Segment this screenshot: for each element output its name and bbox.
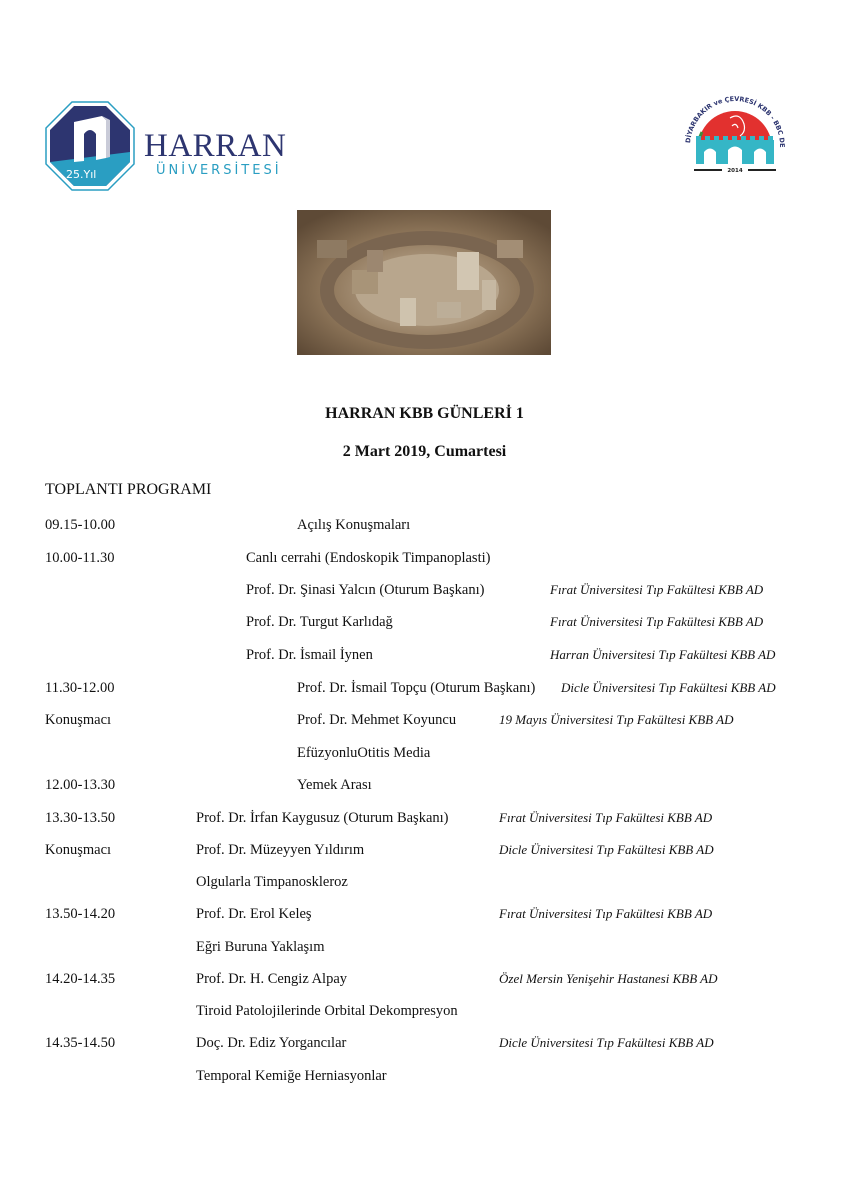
schedule-row [0, 710, 849, 732]
schedule-row [0, 872, 849, 894]
schedule-item: Prof. Dr. İsmail İynen [246, 647, 373, 663]
schedule-topic: Tiroid Patolojilerinde Orbital Dekompresyon [196, 1003, 458, 1019]
schedule-item: Prof. Dr. Turgut Karlıdağ [246, 614, 393, 630]
event-date: 2 Mart 2019, Cumartesi [342, 443, 507, 460]
schedule-row [0, 969, 849, 991]
schedule-institution: Özel Mersin Yenişehir Hastanesi KBB AD [499, 971, 718, 986]
schedule-item: Prof. Dr. İrfan Kaygusuz (Oturum Başkanı) [196, 810, 449, 826]
schedule-row [0, 580, 849, 602]
schedule-institution: Dicle Üniversitesi Tıp Fakültesi KBB AD [499, 842, 714, 857]
schedule-row [0, 548, 849, 570]
schedule-institution: Dicle Üniversitesi Tıp Fakültesi KBB AD [561, 680, 776, 695]
schedule-topic: EfüzyonluOtitis Media [297, 745, 431, 761]
schedule-time: 09.15-10.00 [45, 517, 116, 533]
harran-logo-subtitle: ÜNİVERSİTESİ [156, 163, 282, 178]
schedule-row [0, 515, 849, 537]
schedule-time: 14.35-14.50 [45, 1035, 116, 1051]
schedule-item: Canlı cerrahi (Endoskopik Timpanoplasti) [246, 550, 491, 566]
goebeklitepe-photo [297, 210, 551, 355]
schedule-item: Prof. Dr. İsmail Topçu (Oturum Başkanı) [297, 680, 536, 696]
schedule-row [0, 840, 849, 862]
schedule-institution: Fırat Üniversitesi Tıp Fakültesi KBB AD [499, 810, 713, 825]
schedule-institution: Fırat Üniversitesi Tıp Fakültesi KBB AD [550, 582, 764, 597]
anniversary-badge: 25.Yıl [66, 168, 97, 181]
schedule-item: Prof. Dr. Erol Keleş [196, 906, 312, 922]
schedule-institution: Fırat Üniversitesi Tıp Fakültesi KBB AD [550, 614, 764, 629]
schedule-item: Prof. Dr. Müzeyyen Yıldırım [196, 842, 365, 858]
schedule-item: Doç. Dr. Ediz Yorgancılar [196, 1035, 347, 1051]
schedule-topic: Temporal Kemiğe Herniasyonlar [196, 1068, 387, 1084]
schedule-time: 13.30-13.50 [45, 810, 116, 826]
schedule-time: 14.20-14.35 [45, 971, 116, 987]
program-heading: TOPLANTI PROGRAMI [45, 481, 212, 498]
archaeological-site-image-icon [297, 210, 551, 355]
schedule-row [0, 904, 849, 926]
schedule-row [0, 1033, 849, 1055]
schedule-row [0, 743, 849, 765]
schedule-topic: Eğri Buruna Yaklaşım [196, 939, 325, 955]
schedule-row [0, 645, 849, 667]
association-year: 2014 [727, 168, 743, 174]
schedule-row [0, 612, 849, 634]
schedule-row [0, 678, 849, 700]
schedule-role: Konuşmacı [45, 712, 112, 728]
event-title: HARRAN KBB GÜNLERİ 1 [325, 405, 524, 422]
schedule-institution: 19 Mayıs Üniversitesi Tıp Fakültesi KBB AD [499, 712, 734, 727]
schedule-topic: Olgularla Timpanoskleroz [196, 874, 348, 890]
schedule-time: 11.30-12.00 [45, 680, 115, 696]
association-emblem-icon [680, 88, 790, 176]
schedule-role: Konuşmacı [45, 842, 112, 858]
schedule-item: Yemek Arası [297, 777, 372, 793]
schedule-row [0, 937, 849, 959]
schedule-time: 10.00-11.30 [45, 550, 115, 566]
schedule-item: Prof. Dr. Şinasi Yalcın (Oturum Başkanı) [246, 582, 485, 598]
schedule-institution: Harran Üniversitesi Tıp Fakültesi KBB AD [550, 647, 776, 662]
schedule-item: Prof. Dr. H. Cengiz Alpay [196, 971, 348, 987]
schedule-row [0, 808, 849, 830]
schedule-row [0, 1001, 849, 1023]
association-arc-text: DİYARBAKIR ve ÇEVRESİ KBB - BBC DE [684, 94, 787, 148]
schedule-time: 12.00-13.30 [45, 777, 116, 793]
harran-logo-name: HARRAN [144, 128, 287, 164]
schedule-time: 13.50-14.20 [45, 906, 116, 922]
schedule-row [0, 1066, 849, 1088]
schedule-item: Açılış Konuşmaları [297, 517, 411, 533]
schedule-item: Prof. Dr. Mehmet Koyuncu [297, 712, 457, 728]
harran-university-logo [44, 100, 289, 192]
diyarbakir-kbb-association-logo [680, 88, 790, 176]
schedule-institution: Fırat Üniversitesi Tıp Fakültesi KBB AD [499, 906, 713, 921]
schedule-row [0, 775, 849, 797]
schedule-institution: Dicle Üniversitesi Tıp Fakültesi KBB AD [499, 1035, 714, 1050]
